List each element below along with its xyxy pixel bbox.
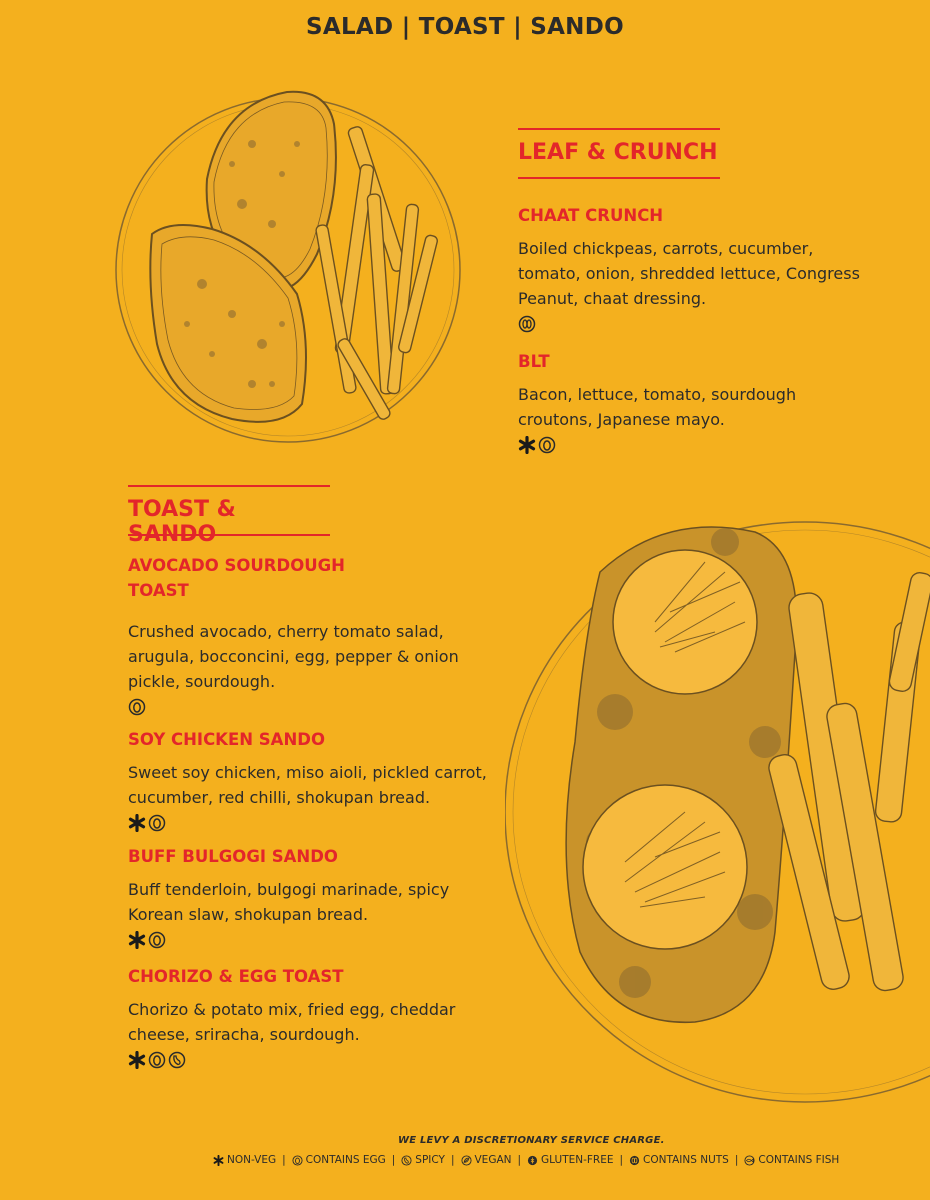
item-diet-icons <box>518 313 868 335</box>
contains-fish-icon <box>744 1155 755 1166</box>
legend-item-contains-nuts: CONTAINS NUTS <box>629 1154 729 1166</box>
item-name: CHORIZO & EGG TOAST <box>128 967 344 986</box>
contains-egg-icon <box>292 1155 303 1166</box>
spicy-icon <box>401 1155 412 1166</box>
legend-item-contains-fish: CONTAINS FISH <box>744 1154 839 1166</box>
item-diet-icons <box>128 1049 478 1071</box>
contains-egg-icon <box>148 814 166 832</box>
item-description: Buff tenderloin, bulgogi marinade, spicy Korean slaw, shokupan bread. <box>128 880 450 924</box>
item-description: Bacon, lettuce, tomato, sourdough croutons, Japanese mayo. <box>518 385 797 429</box>
item-diet-icons <box>518 434 868 456</box>
non-veg-icon <box>128 931 146 949</box>
menu-item-soy-chicken-sando <box>128 727 488 834</box>
item-name <box>128 553 478 603</box>
item-description: Sweet soy chicken, miso aioli, pickled carrot, cucumber, red chilli, shokupan bread. <box>128 763 487 807</box>
item-diet-icons <box>128 696 478 718</box>
non-veg-icon <box>128 814 146 832</box>
legend-item-non-veg: NON-VEG <box>213 1154 276 1166</box>
item-description: Chorizo & potato mix, fried egg, cheddar cheese, sriracha, sourdough. <box>128 1000 456 1044</box>
contains-nuts-icon <box>629 1155 640 1166</box>
contains-egg-icon <box>148 1051 166 1069</box>
legend-item-vegan: VEGAN <box>461 1154 512 1166</box>
item-description: Crushed avocado, cherry tomato salad, arugula, bocconcini, egg, pepper & onion pickle, sourdough. <box>128 622 459 691</box>
non-veg-icon <box>518 436 536 454</box>
vegan-icon <box>461 1155 472 1166</box>
menu-item-blt <box>518 349 868 456</box>
legend-item-spicy: SPICY <box>401 1154 445 1166</box>
spicy-icon <box>168 1051 186 1069</box>
item-diet-icons <box>128 929 478 951</box>
item-name: SOY CHICKEN SANDO <box>128 730 325 749</box>
contains-egg-icon <box>128 698 146 716</box>
legend-item-gluten-free: GLUTEN-FREE <box>527 1154 613 1166</box>
item-name: BUFF BULGOGI SANDO <box>128 847 338 866</box>
contains-nuts-icon <box>518 315 536 333</box>
diet-legend: NON-VEG | CONTAINS EGG | SPICY | VEGAN | GLUTEN-FREE | CONTAINS NUTS | CONTAINS FISH <box>213 1154 839 1166</box>
menu-item-chorizo-egg-toast <box>128 964 478 1071</box>
sando-fries-plate-illustration <box>505 512 930 1104</box>
legend-item-contains-egg: CONTAINS EGG <box>292 1154 386 1166</box>
section-heading-toast-sando: TOAST & SANDO <box>128 485 330 536</box>
item-name: BLT <box>518 352 550 371</box>
item-diet-icons <box>128 812 488 834</box>
menu-item-avocado-sourdough-toast <box>128 553 478 718</box>
item-name-line1: AVOCADO SOURDOUGH <box>128 556 345 575</box>
menu-item-buff-bulgogi-sando <box>128 844 478 951</box>
page-title: SALAD | TOAST | SANDO <box>306 14 624 40</box>
section-heading-leaf-crunch: LEAF & CRUNCH <box>518 128 720 179</box>
service-charge-note: WE LEVY A DISCRETIONARY SERVICE CHARGE. <box>398 1135 665 1146</box>
contains-egg-icon <box>148 931 166 949</box>
item-name: CHAAT CRUNCH <box>518 206 664 225</box>
contains-egg-icon <box>538 436 556 454</box>
item-description: Boiled chickpeas, carrots, cucumber, tomato, onion, shredded lettuce, Congress Peanut, chaat dressing. <box>518 239 860 308</box>
menu-item-chaat-crunch <box>518 203 868 335</box>
toast-fries-plate-illustration <box>112 84 464 446</box>
non-veg-icon <box>128 1051 146 1069</box>
gluten-free-icon <box>527 1155 538 1166</box>
non-veg-icon <box>213 1155 224 1166</box>
item-name-line2: TOAST <box>128 581 189 600</box>
